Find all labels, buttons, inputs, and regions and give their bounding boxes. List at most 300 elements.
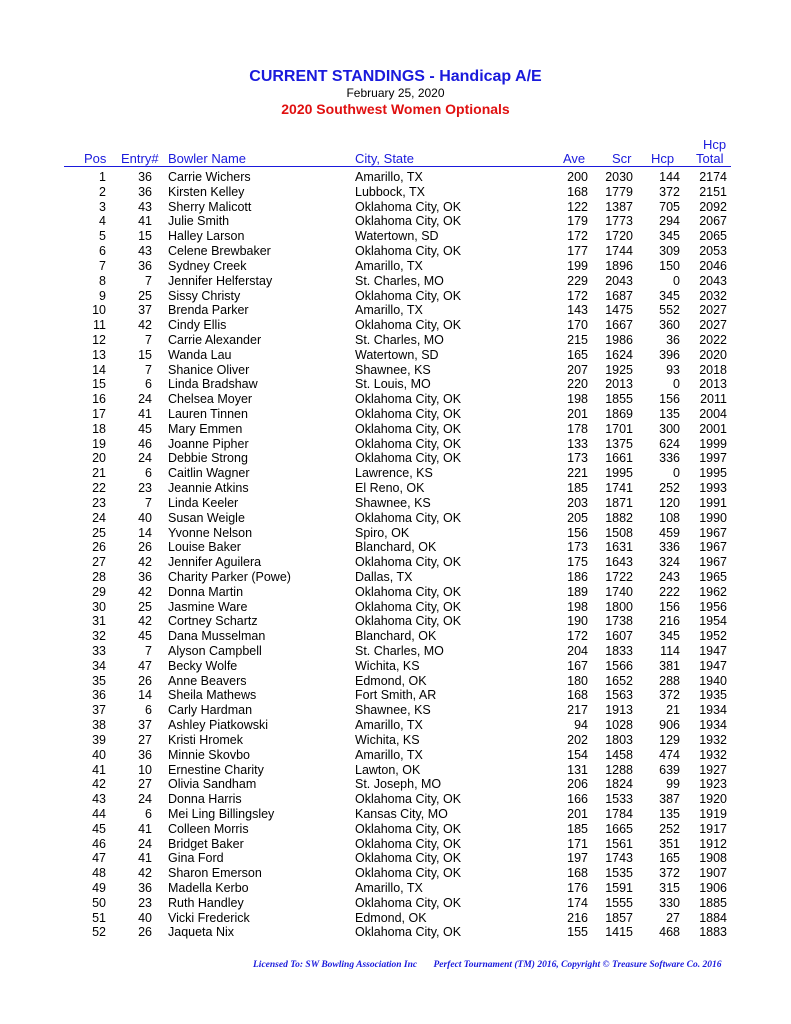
hcp-cell: 99 <box>666 777 680 792</box>
city-state-cell: Shawnee, KS <box>355 703 431 718</box>
entry-cell: 41 <box>138 214 152 229</box>
pos-cell: 41 <box>92 762 106 777</box>
bowler-name-cell: Carrie Wichers <box>168 170 251 184</box>
hcp-total-cell: 1952 <box>699 629 727 644</box>
hcp-cell: 372 <box>659 184 680 199</box>
scr-cell: 1740 <box>605 584 633 599</box>
entry-cell: 15 <box>138 347 152 362</box>
copyright-text: Perfect Tournament (TM) 2016, Copyright © Treasure Software Co. 2016 <box>433 960 722 970</box>
ave-cell: 200 <box>567 170 588 184</box>
scr-cell: 1773 <box>605 214 633 229</box>
bowler-name-cell: Linda Keeler <box>168 495 239 510</box>
bowler-name-cell: Becky Wolfe <box>168 658 238 673</box>
pos-cell: 28 <box>92 569 106 584</box>
entry-cell: 36 <box>138 569 152 584</box>
ave-cell: 172 <box>567 629 588 644</box>
ave-cell: 168 <box>567 184 588 199</box>
city-state-cell: Blanchard, OK <box>355 540 437 555</box>
city-state-cell: Oklahoma City, OK <box>355 244 462 259</box>
city-state-cell: St. Charles, MO <box>355 273 444 288</box>
hcp-cell: 387 <box>659 792 680 807</box>
ave-cell: 199 <box>567 258 588 273</box>
table-row <box>0 674 791 689</box>
entry-cell: 10 <box>138 762 152 777</box>
table-row <box>0 185 791 200</box>
column-header-scr: Scr <box>612 151 632 166</box>
pos-cell: 31 <box>92 614 106 629</box>
hcp-cell: 243 <box>659 569 680 584</box>
city-state-cell: Shawnee, KS <box>355 495 431 510</box>
bowler-name-cell: Brenda Parker <box>168 303 249 318</box>
entry-cell: 6 <box>145 703 152 718</box>
bowler-name-cell: Chelsea Moyer <box>168 392 253 407</box>
hcp-total-cell: 1912 <box>699 836 727 851</box>
scr-cell: 1535 <box>605 866 633 881</box>
scr-cell: 1288 <box>605 762 633 777</box>
scr-cell: 1661 <box>605 451 633 466</box>
hcp-cell: 459 <box>659 525 680 540</box>
table-row <box>0 303 791 318</box>
scr-cell: 1869 <box>605 407 633 421</box>
table-row <box>0 466 791 481</box>
city-state-cell: Oklahoma City, OK <box>355 866 462 881</box>
hcp-cell: 345 <box>659 288 680 303</box>
table-row <box>0 659 791 674</box>
hcp-cell: 165 <box>659 851 680 866</box>
city-state-cell: Spiro, OK <box>355 525 410 540</box>
table-row <box>0 570 791 585</box>
bowler-name-cell: Ashley Piatkowski <box>168 718 269 733</box>
entry-cell: 42 <box>138 318 152 333</box>
scr-cell: 1563 <box>605 688 633 703</box>
bowler-name-cell: Louise Baker <box>168 540 241 555</box>
scr-cell: 1475 <box>605 303 633 318</box>
city-state-cell: Oklahoma City, OK <box>355 895 462 910</box>
pos-cell: 19 <box>92 436 106 451</box>
pos-cell: 15 <box>92 377 106 392</box>
bowler-name-cell: Jeannie Atkins <box>168 481 249 496</box>
hcp-cell: 360 <box>659 318 680 333</box>
table-row <box>0 318 791 333</box>
ave-cell: 156 <box>567 525 588 540</box>
city-state-cell: Oklahoma City, OK <box>355 792 462 807</box>
pos-cell: 17 <box>92 407 106 421</box>
table-row <box>0 422 791 437</box>
city-state-cell: Oklahoma City, OK <box>355 555 462 570</box>
city-state-cell: Oklahoma City, OK <box>355 421 462 436</box>
pos-cell: 39 <box>92 732 106 747</box>
ave-cell: 201 <box>567 806 588 821</box>
ave-cell: 220 <box>567 377 588 392</box>
entry-cell: 26 <box>138 540 152 555</box>
bowler-name-cell: Madella Kerbo <box>168 881 249 895</box>
hcp-total-cell: 2151 <box>699 184 727 199</box>
hcp-cell: 474 <box>659 747 680 762</box>
city-state-cell: Amarillo, TX <box>355 718 423 733</box>
entry-cell: 36 <box>138 881 152 895</box>
scr-cell: 1738 <box>605 614 633 629</box>
scr-cell: 1741 <box>605 481 633 496</box>
entry-cell: 42 <box>138 866 152 881</box>
pos-cell: 34 <box>92 658 106 673</box>
scr-cell: 1995 <box>605 466 633 481</box>
table-row <box>0 259 791 274</box>
bowler-name-cell: Carrie Alexander <box>168 332 262 347</box>
hcp-cell: 906 <box>659 718 680 733</box>
entry-cell: 7 <box>145 362 152 377</box>
hcp-total-cell: 1991 <box>699 495 727 510</box>
table-row <box>0 363 791 378</box>
pos-cell: 16 <box>92 392 106 407</box>
hcp-total-cell: 1947 <box>699 644 727 658</box>
pos-cell: 50 <box>92 895 106 910</box>
entry-cell: 40 <box>138 510 152 525</box>
ave-cell: 180 <box>567 673 588 688</box>
entry-cell: 27 <box>138 732 152 747</box>
pos-cell: 18 <box>92 421 106 436</box>
ave-cell: 172 <box>567 229 588 244</box>
bowler-name-cell: Charity Parker (Powe) <box>168 569 291 584</box>
entry-cell: 26 <box>138 925 152 940</box>
hcp-total-cell: 1993 <box>699 481 727 496</box>
table-row <box>0 748 791 763</box>
entry-cell: 15 <box>138 229 152 244</box>
table-row <box>0 866 791 881</box>
table-row <box>0 777 791 792</box>
hcp-total-cell: 2018 <box>699 362 727 377</box>
pos-cell: 2 <box>99 184 106 199</box>
pos-cell: 8 <box>99 273 106 288</box>
city-state-cell: Oklahoma City, OK <box>355 407 462 421</box>
table-row <box>0 437 791 452</box>
bowler-name-cell: Yvonne Nelson <box>168 525 253 540</box>
hcp-total-cell: 1997 <box>699 451 727 466</box>
entry-cell: 7 <box>145 273 152 288</box>
column-header-hcp-total-line2: Total <box>696 151 724 166</box>
entry-cell: 6 <box>145 377 152 392</box>
scr-cell: 1800 <box>605 599 633 614</box>
hcp-total-cell: 2011 <box>700 392 727 407</box>
entry-cell: 14 <box>138 688 152 703</box>
bowler-name-cell: Mei Ling Billingsley <box>168 806 275 821</box>
scr-cell: 1533 <box>605 792 633 807</box>
ave-cell: 170 <box>567 318 588 333</box>
pos-cell: 14 <box>92 362 106 377</box>
hcp-cell: 372 <box>659 866 680 881</box>
pos-cell: 51 <box>92 910 106 925</box>
scr-cell: 1803 <box>605 732 633 747</box>
ave-cell: 155 <box>567 925 588 940</box>
license-text: Licensed To: SW Bowling Association Inc <box>253 960 418 970</box>
table-row <box>0 614 791 629</box>
table-row <box>0 274 791 289</box>
pos-cell: 12 <box>92 332 106 347</box>
bowler-name-cell: Debbie Strong <box>168 451 248 466</box>
hcp-total-cell: 1907 <box>699 866 727 881</box>
pos-cell: 20 <box>92 451 106 466</box>
hcp-cell: 624 <box>659 436 680 451</box>
table-row <box>0 481 791 496</box>
ave-cell: 154 <box>567 747 588 762</box>
hcp-cell: 381 <box>659 658 680 673</box>
table-row <box>0 837 791 852</box>
column-header-ave: Ave <box>563 151 586 166</box>
entry-cell: 41 <box>138 851 152 866</box>
city-state-cell: Amarillo, TX <box>355 258 423 273</box>
city-state-cell: Oklahoma City, OK <box>355 510 462 525</box>
scr-cell: 1643 <box>605 555 633 570</box>
pos-cell: 26 <box>92 540 106 555</box>
entry-cell: 42 <box>138 555 152 570</box>
scr-cell: 1779 <box>605 184 633 199</box>
entry-cell: 23 <box>138 895 152 910</box>
ave-cell: 206 <box>567 777 588 792</box>
bowler-name-cell: Ernestine Charity <box>168 762 264 777</box>
table-row <box>0 822 791 837</box>
ave-cell: 205 <box>567 510 588 525</box>
pos-cell: 7 <box>99 258 106 273</box>
ave-cell: 229 <box>567 273 588 288</box>
city-state-cell: Oklahoma City, OK <box>355 614 462 629</box>
hcp-cell: 396 <box>659 347 680 362</box>
scr-cell: 1871 <box>605 495 633 510</box>
ave-cell: 122 <box>567 199 588 214</box>
hcp-total-cell: 1940 <box>699 673 727 688</box>
bowler-name-cell: Sheila Mathews <box>168 688 257 703</box>
scr-cell: 1824 <box>605 777 633 792</box>
column-header-hcp: Hcp <box>651 151 675 166</box>
hcp-total-cell: 1923 <box>699 777 727 792</box>
entry-cell: 47 <box>138 658 152 673</box>
hcp-cell: 108 <box>659 510 680 525</box>
hcp-total-cell: 1883 <box>699 925 727 940</box>
hcp-cell: 468 <box>659 925 680 940</box>
bowler-name-cell: Sherry Malicott <box>168 199 252 214</box>
pos-cell: 45 <box>92 821 106 836</box>
ave-cell: 171 <box>567 836 588 851</box>
table-row <box>0 407 791 422</box>
table-row <box>0 214 791 229</box>
scr-cell: 1415 <box>605 925 633 940</box>
ave-cell: 173 <box>567 451 588 466</box>
bowler-name-cell: Wanda Lau <box>168 347 232 362</box>
hcp-cell: 21 <box>666 703 680 718</box>
pos-cell: 21 <box>92 466 106 481</box>
table-row <box>0 896 791 911</box>
bowler-name-cell: Jennifer Helferstay <box>168 273 273 288</box>
ave-cell: 215 <box>567 332 588 347</box>
city-state-cell: Oklahoma City, OK <box>355 318 462 333</box>
scr-cell: 2043 <box>605 273 633 288</box>
city-state-cell: Fort Smith, AR <box>355 688 437 703</box>
hcp-total-cell: 2020 <box>699 347 727 362</box>
hcp-total-cell: 1934 <box>699 703 727 718</box>
table-row <box>0 289 791 304</box>
bowler-name-cell: Vicki Frederick <box>168 910 250 925</box>
entry-cell: 36 <box>138 170 152 184</box>
table-row <box>0 555 791 570</box>
city-state-cell: El Reno, OK <box>355 481 425 496</box>
hcp-cell: 120 <box>659 495 680 510</box>
scr-cell: 1652 <box>605 673 633 688</box>
bowler-name-cell: Celene Brewbaker <box>168 244 271 259</box>
ave-cell: 94 <box>574 718 588 733</box>
scr-cell: 1665 <box>605 821 633 836</box>
ave-cell: 185 <box>567 481 588 496</box>
city-state-cell: Oklahoma City, OK <box>355 599 462 614</box>
hcp-total-cell: 1990 <box>699 510 727 525</box>
hcp-cell: 93 <box>666 362 680 377</box>
hcp-total-cell: 1962 <box>699 584 727 599</box>
table-row <box>0 881 791 896</box>
hcp-total-cell: 1967 <box>699 525 727 540</box>
scr-cell: 1561 <box>605 836 633 851</box>
pos-cell: 48 <box>92 866 106 881</box>
hcp-cell: 552 <box>659 303 680 318</box>
ave-cell: 217 <box>567 703 588 718</box>
entry-cell: 41 <box>138 821 152 836</box>
pos-cell: 3 <box>99 199 106 214</box>
entry-cell: 25 <box>138 288 152 303</box>
entry-cell: 7 <box>145 495 152 510</box>
scr-cell: 1607 <box>605 629 633 644</box>
scr-cell: 1555 <box>605 895 633 910</box>
hcp-total-cell: 1920 <box>699 792 727 807</box>
scr-cell: 1667 <box>605 318 633 333</box>
hcp-cell: 336 <box>659 451 680 466</box>
ave-cell: 185 <box>567 821 588 836</box>
footer <box>253 960 735 970</box>
scr-cell: 1566 <box>605 658 633 673</box>
hcp-cell: 705 <box>659 199 680 214</box>
city-state-cell: Oklahoma City, OK <box>355 851 462 866</box>
entry-cell: 7 <box>145 644 152 658</box>
table-row <box>0 333 791 348</box>
hcp-total-cell: 2043 <box>699 273 727 288</box>
pos-cell: 1 <box>99 170 106 184</box>
hcp-total-cell: 1995 <box>699 466 727 481</box>
table-row <box>0 911 791 926</box>
table-row <box>0 763 791 778</box>
table-row <box>0 688 791 703</box>
table-row <box>0 792 791 807</box>
ave-cell: 221 <box>567 466 588 481</box>
hcp-total-cell: 2065 <box>699 229 727 244</box>
entry-cell: 42 <box>138 584 152 599</box>
pos-cell: 30 <box>92 599 106 614</box>
table-row <box>0 392 791 407</box>
scr-cell: 1857 <box>605 910 633 925</box>
table-row <box>0 585 791 600</box>
entry-cell: 25 <box>138 599 152 614</box>
scr-cell: 1855 <box>605 392 633 407</box>
bowler-name-cell: Jennifer Aguilera <box>168 555 262 570</box>
hcp-cell: 294 <box>659 214 680 229</box>
scr-cell: 1508 <box>605 525 633 540</box>
hcp-cell: 150 <box>659 258 680 273</box>
city-state-cell: Oklahoma City, OK <box>355 199 462 214</box>
table-row <box>0 377 791 392</box>
ave-cell: 178 <box>567 421 588 436</box>
scr-cell: 1375 <box>605 436 633 451</box>
entry-cell: 45 <box>138 421 152 436</box>
table-row <box>0 733 791 748</box>
ave-cell: 174 <box>567 895 588 910</box>
hcp-total-cell: 1932 <box>699 732 727 747</box>
bowler-name-cell: Gina Ford <box>168 851 224 866</box>
hcp-cell: 330 <box>659 895 680 910</box>
hcp-cell: 336 <box>659 540 680 555</box>
scr-cell: 1387 <box>605 199 633 214</box>
scr-cell: 1896 <box>605 258 633 273</box>
pos-cell: 43 <box>92 792 106 807</box>
entry-cell: 23 <box>138 481 152 496</box>
pos-cell: 42 <box>92 777 106 792</box>
bowler-name-cell: Ruth Handley <box>168 895 244 910</box>
bowler-name-cell: Jasmine Ware <box>168 599 248 614</box>
city-state-cell: Lawton, OK <box>355 762 421 777</box>
hcp-total-cell: 2004 <box>699 407 727 421</box>
ave-cell: 133 <box>567 436 588 451</box>
scr-cell: 2013 <box>605 377 633 392</box>
city-state-cell: Amarillo, TX <box>355 747 423 762</box>
ave-cell: 186 <box>567 569 588 584</box>
hcp-cell: 0 <box>673 466 680 481</box>
hcp-total-cell: 2067 <box>699 214 727 229</box>
hcp-total-cell: 1934 <box>699 718 727 733</box>
hcp-total-cell: 2001 <box>699 421 727 436</box>
page-title: CURRENT STANDINGS - Handicap A/E <box>249 68 542 85</box>
city-state-cell: Oklahoma City, OK <box>355 392 462 407</box>
ave-cell: 175 <box>567 555 588 570</box>
scr-cell: 1743 <box>605 851 633 866</box>
hcp-total-cell: 1927 <box>699 762 727 777</box>
entry-cell: 24 <box>138 451 152 466</box>
city-state-cell: Edmond, OK <box>355 910 427 925</box>
hcp-total-cell: 1885 <box>699 895 727 910</box>
entry-cell: 27 <box>138 777 152 792</box>
hcp-total-cell: 1932 <box>699 747 727 762</box>
column-header-pos: Pos <box>84 151 107 166</box>
pos-cell: 49 <box>92 881 106 895</box>
ave-cell: 131 <box>567 762 588 777</box>
city-state-cell: St. Charles, MO <box>355 644 444 658</box>
hcp-cell: 345 <box>659 229 680 244</box>
hcp-total-cell: 2027 <box>699 318 727 333</box>
pos-cell: 40 <box>92 747 106 762</box>
city-state-cell: Oklahoma City, OK <box>355 836 462 851</box>
scr-cell: 1720 <box>605 229 633 244</box>
table-row <box>0 170 791 185</box>
bowler-name-cell: Jaqueta Nix <box>168 925 235 940</box>
pos-cell: 37 <box>92 703 106 718</box>
city-state-cell: Watertown, SD <box>355 229 439 244</box>
hcp-total-cell: 2022 <box>699 332 727 347</box>
hcp-total-cell: 2046 <box>699 258 727 273</box>
bowler-name-cell: Donna Martin <box>168 584 244 599</box>
city-state-cell: St. Charles, MO <box>355 332 444 347</box>
scr-cell: 1882 <box>605 510 633 525</box>
ave-cell: 198 <box>567 392 588 407</box>
bowler-name-cell: Joanne Pipher <box>168 436 249 451</box>
city-state-cell: Lubbock, TX <box>355 184 425 199</box>
pos-cell: 11 <box>93 318 106 333</box>
bowler-name-cell: Shanice Oliver <box>168 362 250 377</box>
entry-cell: 24 <box>138 792 152 807</box>
ave-cell: 216 <box>567 910 588 925</box>
ave-cell: 176 <box>567 881 588 895</box>
table-row <box>0 200 791 215</box>
